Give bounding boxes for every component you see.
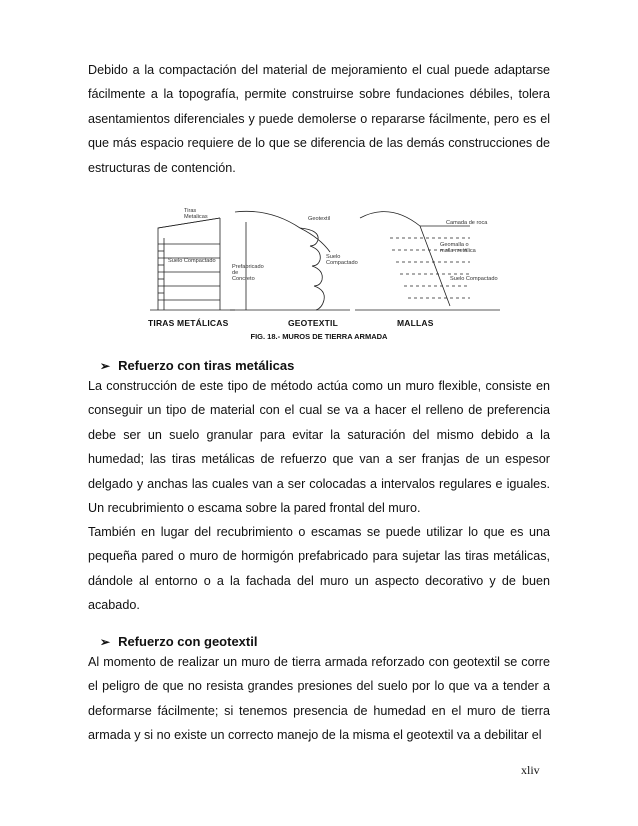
escamas-paragraph: También en lugar del recubrimiento o escamas se puede utilizar lo que es una pequeña pared o muro de hormigón prefabricado para sujetar las tiras metálicas, dándole al entorno o a la fachada del muro un aspecto decorativo y de buen acabado. [88,525,550,613]
tiras-note: Tiras [184,208,197,214]
geotextil-paragraph: Al momento de realizar un muro de tierra armada reforzado con geotextil se corre el peligro de que no resista grandes presiones del suelo por lo que va a tender a deformarse fácilmente; si tenemos presencia de humedad en el muro de tierra armada y si no existe un correcto manejo de la misma el geotextil va a debilitar el [88,655,550,743]
reinforced-earth-walls-figure [150,200,500,315]
geomalla-note: Geomalla o [440,242,469,248]
heading-geotextil-label: Refuerzo con geotextil [118,634,258,649]
page-number: xliv [521,763,540,777]
mesh-sketch [355,212,500,310]
heading-geotextil [100,634,257,649]
suelo-compactado-note-3: Suelo Compactado [450,276,498,282]
intro-paragraph: Debido a la compactación del material de mejoramiento el cual puede adaptarse fácilmente a la topografía, permite construirse sobre fundaciones débiles, tolera asentamientos diferenciales y puede demolerse o repararse fácilmente, pero es el que más espacio requiere de lo que se diferencia de las demás construcciones de estructuras de contención. [88,63,550,175]
figure-caption: FIG. 18.- MUROS DE TIERRA ARMADA [250,332,388,341]
malla-metalica-note: malla metálica [440,248,476,254]
figure-label-mallas: MALLAS [397,318,434,328]
prefabricado-note: Prefabricado [232,264,264,270]
bullet-arrow-icon: ➢ [100,634,111,649]
de-note: de [232,270,239,276]
tiras-paragraph: La construcción de este tipo de método actúa como un muro flexible, consiste en conseguir un tipo de material con el cual se va a hacer el relleno de preferencia debe ser un suelo granular para evitar la saturación del mismo debido a la humedad; las tiras metálicas de refuerzo que van a ser franjas de un espesor delgado y anchas las cuales van a ser colocadas a intervalos regulares e iguales. Un recubrimiento o escama sobre la pared frontal del muro. [88,379,550,516]
suelo-compactado-note-1: Suelo Compactado [168,258,216,264]
concreto-note: Concreto [232,276,255,282]
compactado-note: Compactado [326,260,358,266]
geotextil-note: Geotextil [308,216,331,222]
heading-tiras-metalicas [100,358,294,373]
bullet-arrow-icon: ➢ [100,358,111,373]
figure-label-geotextil: GEOTEXTIL [288,318,338,328]
camada-roca-note: Camada de roca [446,220,488,226]
metalicas-note: Metalicas [184,214,208,220]
metal-strips-sketch [150,218,235,310]
suelo-note: Suelo [326,254,341,260]
heading-tiras-label: Refuerzo con tiras metálicas [118,358,295,373]
figure-label-tiras: TIRAS METÁLICAS [148,318,229,328]
